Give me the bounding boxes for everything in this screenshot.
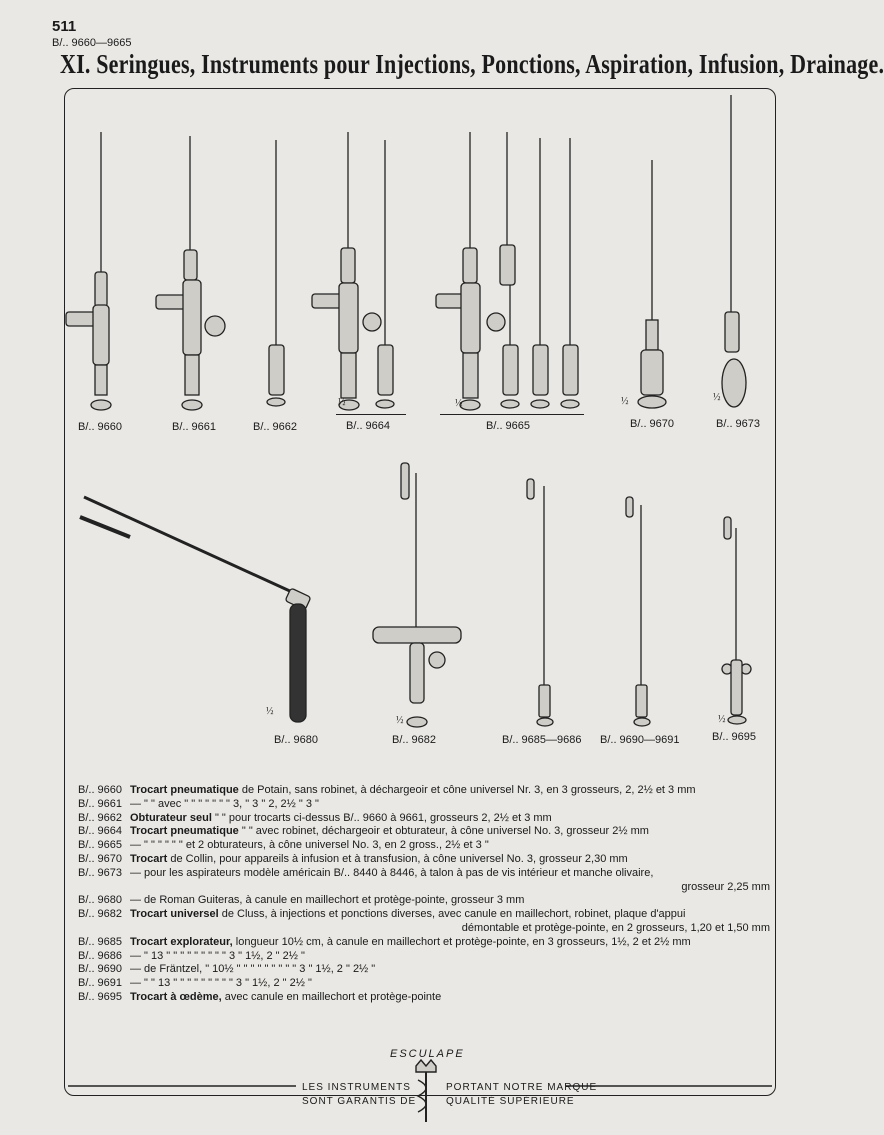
- row-product-name: Trocart pneumatique: [130, 784, 239, 796]
- row-code: B/.. 9686: [78, 949, 123, 962]
- row-product-name: Obturateur seul: [130, 811, 212, 824]
- fig-label-9673: B/.. 9673: [716, 418, 761, 430]
- row-description: — de Roman Guiteras, à canule en maillechort et protège-pointe, grosseur 3 mm: [130, 894, 525, 907]
- fig-label-9662: B/.. 9662: [253, 421, 298, 433]
- row-description: de Potain, sans robinet, à déchargeoir et cône universel Nr. 3, en 3 grosseurs, 2, 2½ et 3 mm: [238, 784, 696, 796]
- row-description: longueur 10½ cm, à canule en maillechort et protège-pointe, en 3 grosseurs, 1½, 2 et 2½ mm: [232, 935, 691, 948]
- row-code: B/.. 9685: [78, 935, 123, 948]
- row-code: B/.. 9673: [78, 866, 123, 879]
- svg-text:½: ½: [455, 398, 463, 409]
- row-code: B/.. 9695: [78, 990, 123, 1003]
- row-description: — " " avec " " " " " " " 3, " 3 " 2, 2½ " 3 ": [130, 797, 319, 810]
- row-description: avec canule en maillechort et protège-pointe: [221, 990, 442, 1003]
- svg-text:½: ½: [266, 706, 274, 717]
- brand-left-line1: LES INSTRUMENTS: [302, 1082, 411, 1093]
- fig-label-9664: B/.. 9664: [346, 420, 391, 432]
- row-code: B/.. 9661: [78, 797, 123, 810]
- row-code: B/.. 9665: [78, 839, 123, 852]
- fig-label-9695: B/.. 9695: [712, 731, 757, 743]
- row-description: — " " 13 " " " " " " " " " 3 " 1½, 2 " 2½ ": [130, 977, 312, 990]
- row-code: B/.. 9662: [78, 811, 123, 824]
- catalog-range: B/.. 9660—9665: [52, 37, 132, 49]
- row-description: " " avec robinet, déchargeoir et obturateur, à cône universel No. 3, grosseur 2½ mm: [238, 825, 649, 838]
- row-code: B/.. 9690: [78, 963, 123, 976]
- svg-text:½: ½: [396, 715, 404, 726]
- fig-label-9680: B/.. 9680: [274, 734, 319, 746]
- fig-label-9660: B/.. 9660: [78, 421, 123, 433]
- row-code: B/.. 9664: [78, 825, 123, 838]
- row-product-name: Trocart: [130, 852, 168, 865]
- brand-left-line2: SONT GARANTIS DE: [302, 1096, 417, 1107]
- svg-text:½: ½: [338, 397, 346, 408]
- row-code: B/.. 9682: [78, 908, 123, 921]
- row-description: — de Fräntzel, " 10½ " " " " " " " " " 3 " 1½, 2 " 2½ ": [130, 963, 376, 976]
- fig-label-9682: B/.. 9682: [392, 734, 437, 746]
- row-code: B/.. 9670: [78, 852, 123, 865]
- page-title: XI. Seringues, Instruments pour Injections, Ponctions, Aspiration, Infusion, Drainage.: [60, 48, 884, 80]
- row-code: B/.. 9680: [78, 894, 123, 907]
- svg-text:½: ½: [621, 396, 629, 407]
- row-code: B/.. 9691: [78, 977, 123, 990]
- fig-label-9690-9691: B/.. 9690—9691: [600, 734, 680, 746]
- row-product-name: Trocart à œdème,: [130, 990, 222, 1003]
- svg-text:½: ½: [718, 714, 726, 725]
- row-description: — pour les aspirateurs modèle américain B/.. 8440 à 8446, à talon à pas de vis intérieur et manche olivaire,: [130, 866, 654, 879]
- brand-esculape: ESCULAPE: [390, 1048, 465, 1060]
- row-description: de Collin, pour appareils à infusion et à transfusion, à cône universel No. 3, grosseur 2,30 mm: [167, 852, 628, 865]
- row-description: de Cluss, à injections et ponctions diverses, avec canule en maillechort, robinet, plaque d'appui: [218, 908, 686, 921]
- page-number: 511: [52, 18, 77, 35]
- row-product-name: Trocart explorateur,: [130, 935, 233, 948]
- fig-label-9670: B/.. 9670: [630, 418, 675, 430]
- row-description: — " " " " " " et 2 obturateurs, à cône universel No. 3, en 2 gross., 2½ et 3 ": [130, 839, 489, 852]
- row-description: grosseur 2,25 mm: [681, 880, 770, 893]
- fig-label-9661: B/.. 9661: [172, 421, 217, 433]
- brand-right-line2: QUALITÉ SUPÉRIEURE: [446, 1096, 575, 1107]
- row-code: B/.. 9660: [78, 784, 123, 796]
- row-description: — " 13 " " " " " " " " " 3 " 1½, 2 " 2½ ": [130, 949, 305, 962]
- row-product-name: Trocart universel: [130, 908, 219, 921]
- svg-text:½: ½: [713, 392, 721, 403]
- row-description: " " pour trocarts ci-dessus B/.. 9660 à 9661, grosseurs 2, 2½ et 3 mm: [211, 811, 552, 824]
- row-description: démontable et protège-pointe, en 2 grosseurs, 1,20 et 1,50 mm: [461, 921, 770, 934]
- row-product-name: Trocart pneumatique: [130, 825, 239, 838]
- fig-label-9665: B/.. 9665: [486, 420, 531, 432]
- fig-label-9685-9686: B/.. 9685—9686: [502, 734, 582, 746]
- brand-right-line1: PORTANT NOTRE MARQUE: [446, 1082, 598, 1093]
